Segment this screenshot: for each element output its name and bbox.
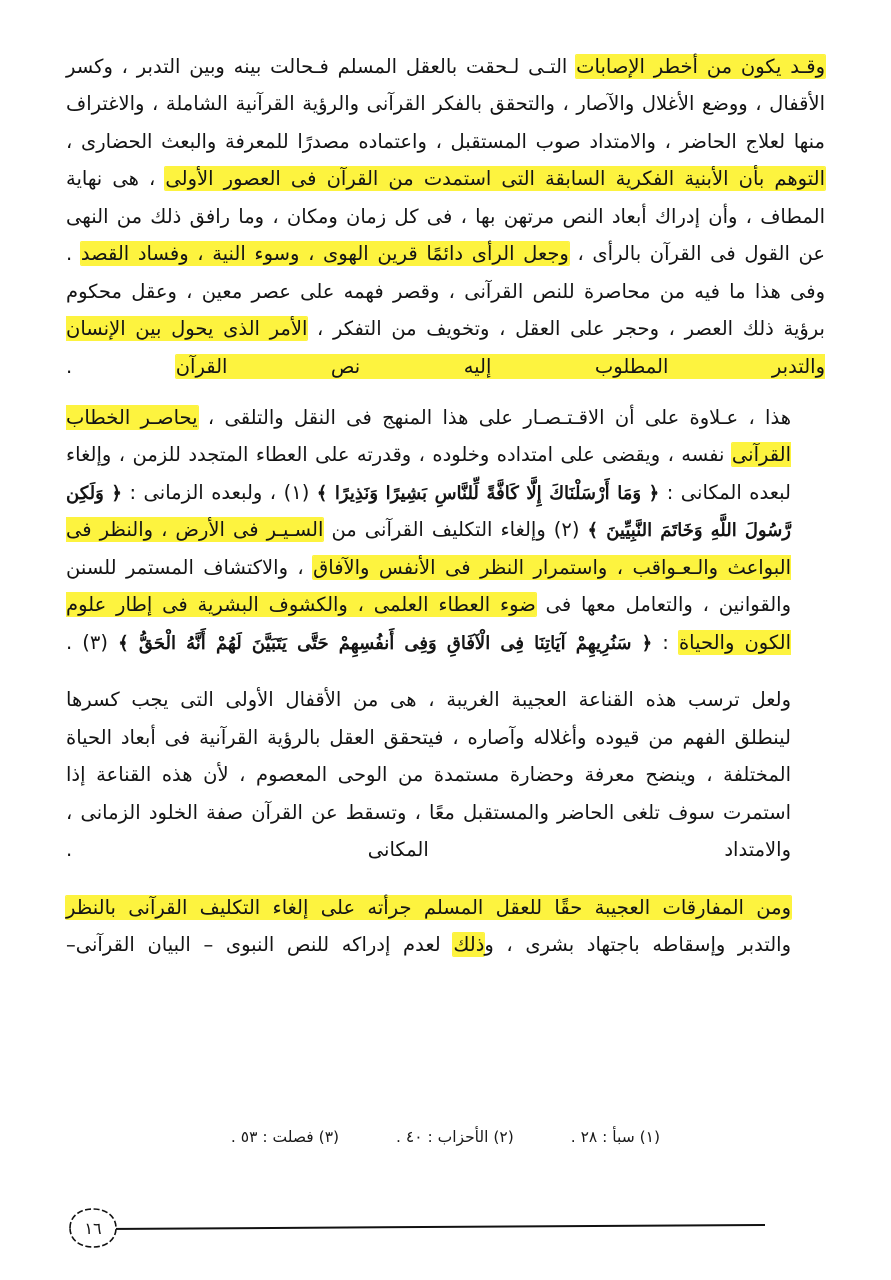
footnote-3: (٣) فصلت : ٥٣ . <box>230 1128 340 1146</box>
body-text: نفسه ، ويقضى على امتداده وخلوده ، وقدرته على العطاء المتجدد للزمن ، وإلغاء لبعده المكانى : <box>66 443 791 504</box>
highlighted-text: ضوء العطاء العلمى ، والكشوف البشرية فى إطار علوم الكون والحياة <box>66 593 791 654</box>
body-text: (٢) وإلغاء التكليف القرآنى من <box>323 518 588 542</box>
highlighted-text: يحاصـر الخطاب القرآنى <box>66 405 791 467</box>
body-text: ، والاكتشاف المستمر للسنن والقوانين ، والتعامل معها فى <box>66 555 791 617</box>
paragraph-2 <box>66 399 825 661</box>
highlighted-text: الأمر الذى يحول بين الإنسان والتدبر المطلوب إليه نص القرآن <box>66 317 825 378</box>
page-number-text: ١٦ <box>84 1218 102 1238</box>
paragraph-3 <box>66 681 825 868</box>
body-text: هذا ، عـلاوة على أن الاقـتـصـار على هذا المنهج فى النقل والتلقى ، <box>197 405 791 429</box>
footer-divider <box>94 1224 765 1230</box>
page-footer-rule-area <box>66 1196 825 1256</box>
body-text: لعدم إدراكه للنص النبوى – البيان القرآنى– <box>66 932 454 956</box>
highlighted-text: ومن المفارقات العجيبة حقًا للعقل المسلم جرأته على إلغاء التكليف القرآنى بالنظر <box>66 895 791 919</box>
quran-verse: ﴿ وَمَا أَرْسَلْنَاكَ إِلَّا كَافَّةً لِّلنَّاسِ بَشِيرًا وَنَذِيرًا ﴾ <box>316 482 660 504</box>
highlighted-text: السـيـر فى الأرض ، والنظر فى البواعث والـعـواقب ، واستمرار النظر فى الأنفس والآفاق <box>66 518 791 579</box>
page-number-badge <box>66 1206 120 1250</box>
body-text: ، هى نهاية المطاف ، وأن إدراك أبعاد النص مرتهن بها ، فى كل زمان ومكان ، وما رافق ذلك من النهى عن القول فى القرآن بالرأى ، <box>66 167 825 266</box>
footnote-2: (٢) الأحزاب : ٤٠ . <box>396 1128 514 1146</box>
footnote-1: (١) سبأ : ٢٨ . <box>570 1128 661 1146</box>
body-text: . <box>66 354 176 378</box>
body-text: : <box>652 630 679 654</box>
body-text: . وفى هذا ما فيه من محاصرة للنص القرآنى ، وقصر فهمه على عصر معين ، وعقل محكوم برؤية ذلك العصر ، وحجر على العقل ، وتخويف من التفكر ، <box>66 242 825 341</box>
highlighted-text: وجعل الرأى دائمًا قرين الهوى ، وسوء النية ، وفساد القصد <box>80 242 569 266</box>
highlighted-text: التوهم بأن الأبنية الفكرية السابقة التى استمدت من القرآن فى العصور الأولى <box>165 167 825 191</box>
paragraph-4 <box>66 889 825 964</box>
paragraph-1 <box>66 48 825 385</box>
highlighted-text: وقـد يكون من أخطر الإصابات <box>576 55 825 78</box>
body-text: (١) ، ولبعده الزمانى : <box>121 480 317 504</box>
quran-verse: ﴿ وَلَكِن رَّسُولَ اللَّهِ وَخَاتَمَ النَّبِيِّينَ ﴾ <box>66 482 791 542</box>
quran-verse: ﴿ سَنُرِيهِمْ آيَاتِنَا فِى الْآفَاقِ وَفِى أَنفُسِهِمْ حَتَّى يَتَبَيَّنَ لَهُمْ أَنَّهُ الْحَقُّ ﴾ <box>118 632 653 654</box>
body-text: التـى لـحقت بالعقل المسلم فـحالت بينه وبين التدبر ، وكسر الأقفال ، ووضع الأغلال والآصار ، والتحقق بالفكر القرآنى والرؤية القرآنية الشاملة ، والاغتراف منها لعلاج الحاضر ، والامتداد صوب المستقبل ، واعتماده مصدرًا للمعرفة والبعث الحضارى ، <box>66 55 825 153</box>
footnotes <box>66 1128 825 1146</box>
body-text: والتدبر وإسقاطه باجتهاد بشرى ، و <box>484 932 792 956</box>
body-text: ولعل ترسب هذه القناعة العجيبة الغريبة ، هى من الأقفال الأولى التى يجب كسرها لينطلق الفهم من قيوده وأغلاله وآصاره ، فيتحقق العقل بالرؤية القرآنية فى أبعاد الحياة المختلفة ، وينضح معرفة وحضارة مستمدة من الوحى المعصوم ، لأن هذه القناعة إذا استمرت سوف تلغى الحاضر والمستقبل معًا ، وتسقط عن القرآن صفة الخلود الزمانى ، والامتداد المكانى . <box>66 688 791 862</box>
body-text: (٣) . <box>66 630 119 654</box>
highlighted-text: ذلك <box>453 932 485 956</box>
